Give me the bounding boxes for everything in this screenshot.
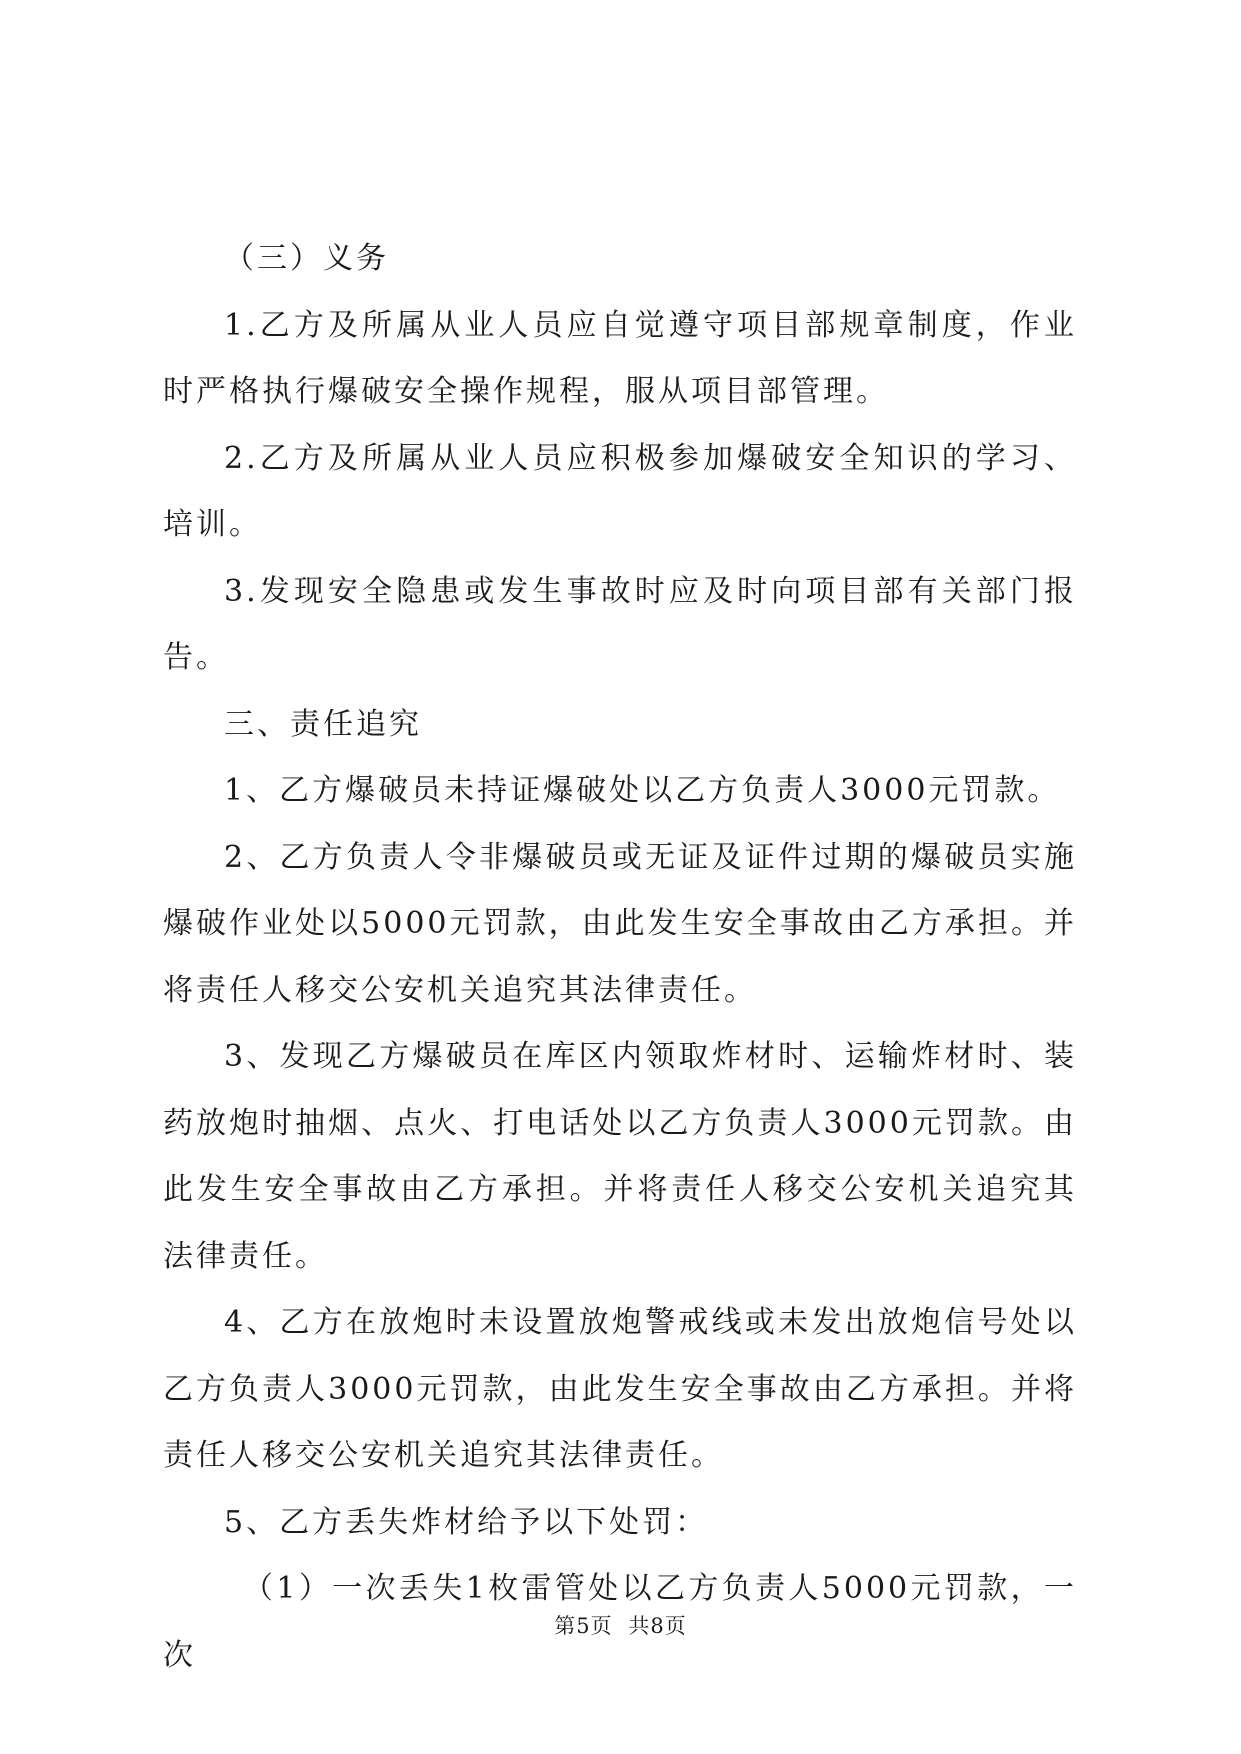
obligation-item-2: 2.乙方及所属从业人员应积极参加爆破安全知识的学习、培训。: [163, 440, 1077, 542]
liability-item-1: 1、乙方爆破员未持证爆破处以乙方负责人3000元罚款。: [224, 773, 1061, 808]
liability-subitem-1: （1）一次丢失1枚雷管处以乙方负责人5000元罚款，一次: [163, 1571, 1077, 1673]
page-footer: [0, 1610, 1241, 1640]
liability-item-5: 5、乙方丢失炸材给予以下处罚：: [224, 1504, 709, 1540]
obligation-item-1: 1.乙方及所属从业人员应自觉遵守项目部规章制度，作业时严格执行爆破安全操作规程，服从项目部管理。: [163, 307, 1077, 409]
liability-item-2: 2、乙方负责人令非爆破员或无证及证件过期的爆破员实施爆破作业处以5000元罚款，由此发生安全事故由乙方承担。并将责任人移交公安机关追究其法律责任。: [163, 839, 1077, 1008]
document-body: [163, 226, 1077, 1689]
page-total: 共8页: [628, 1614, 687, 1638]
section-heading-liability: 三、责任追究: [224, 706, 422, 742]
obligation-item-3: 3.发现安全隐患或发生事故时应及时向项目部有关部门报告。: [163, 573, 1077, 675]
liability-item-4: 4、乙方在放炮时未设置放炮警戒线或未发出放炮信号处以乙方负责人3000元罚款，由此发生安全事故由乙方承担。并将责任人移交公安机关追究其法律责任。: [163, 1305, 1077, 1473]
section-heading-obligations: （三）义务: [224, 241, 389, 276]
liability-item-3: 3、发现乙方爆破员在库区内领取炸材时、运输炸材时、装药放炮时抽烟、点火、打电话处以乙方负责人3000元罚款。由此发生安全事故由乙方承担。并将责任人移交公安机关追究其法律责任。: [163, 1039, 1077, 1274]
page-number: 第5页: [554, 1614, 613, 1638]
